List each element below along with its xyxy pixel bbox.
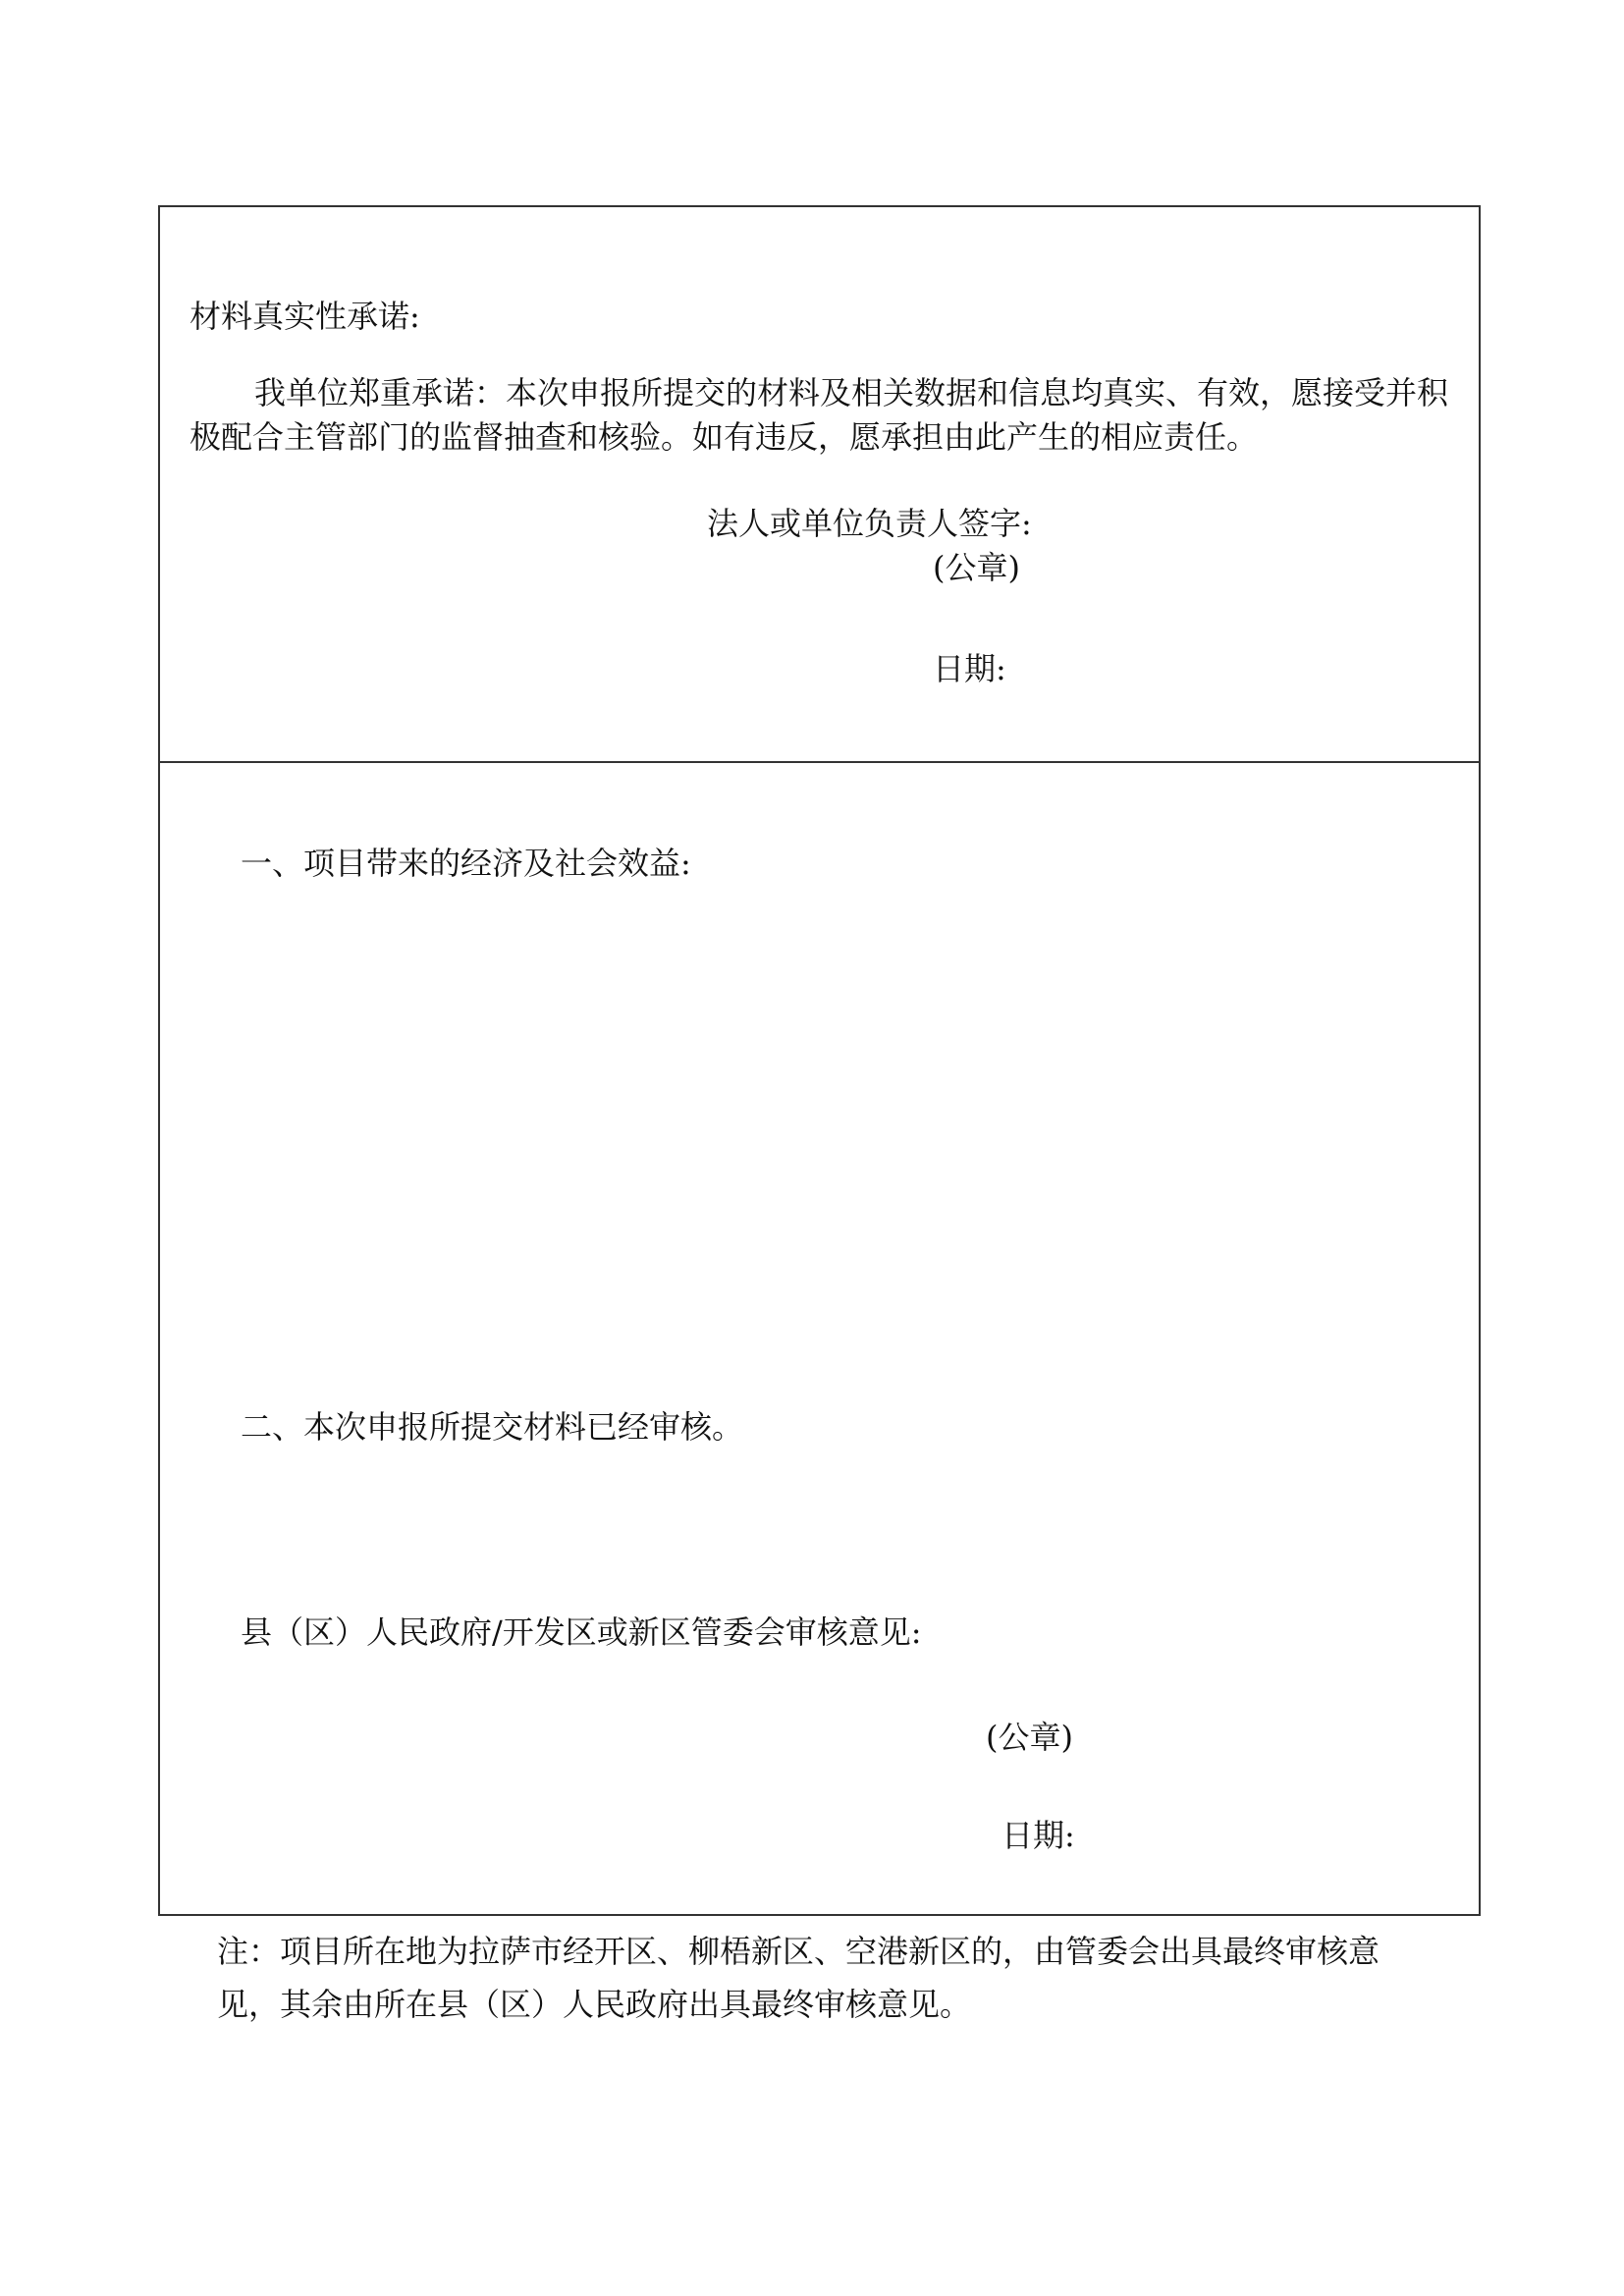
commitment-body: 我单位郑重承诺：本次申报所提交的材料及相关数据和信息均真实、有效，愿接受并积极配合主管部门的监督抽查和核验。如有违反，愿承担由此产生的相应责任。: [189, 374, 1449, 456]
review-date-label: 日期:: [1001, 1817, 1075, 1854]
materials-reviewed-item: 二、本次申报所提交材料已经审核。: [241, 1408, 744, 1446]
section-divider: [160, 761, 1479, 763]
form-table: [158, 205, 1481, 1916]
commitment-seal-label: (公章): [933, 549, 1020, 586]
commitment-date-label: 日期:: [933, 650, 1006, 687]
review-seal-label: (公章): [986, 1719, 1073, 1756]
commitment-heading: 材料真实性承诺:: [189, 298, 420, 335]
footnote: 注：项目所在地为拉萨市经开区、柳梧新区、空港新区的，由管委会出具最终审核意见，其余由所在县（区）人民政府出具最终审核意见。: [217, 1933, 1380, 2023]
benefits-item: 一、项目带来的经济及社会效益:: [241, 845, 691, 882]
review-opinion-label: 县（区）人民政府/开发区或新区管委会审核意见:: [241, 1613, 922, 1651]
signature-label: 法人或单位负责人签字:: [707, 505, 1032, 542]
